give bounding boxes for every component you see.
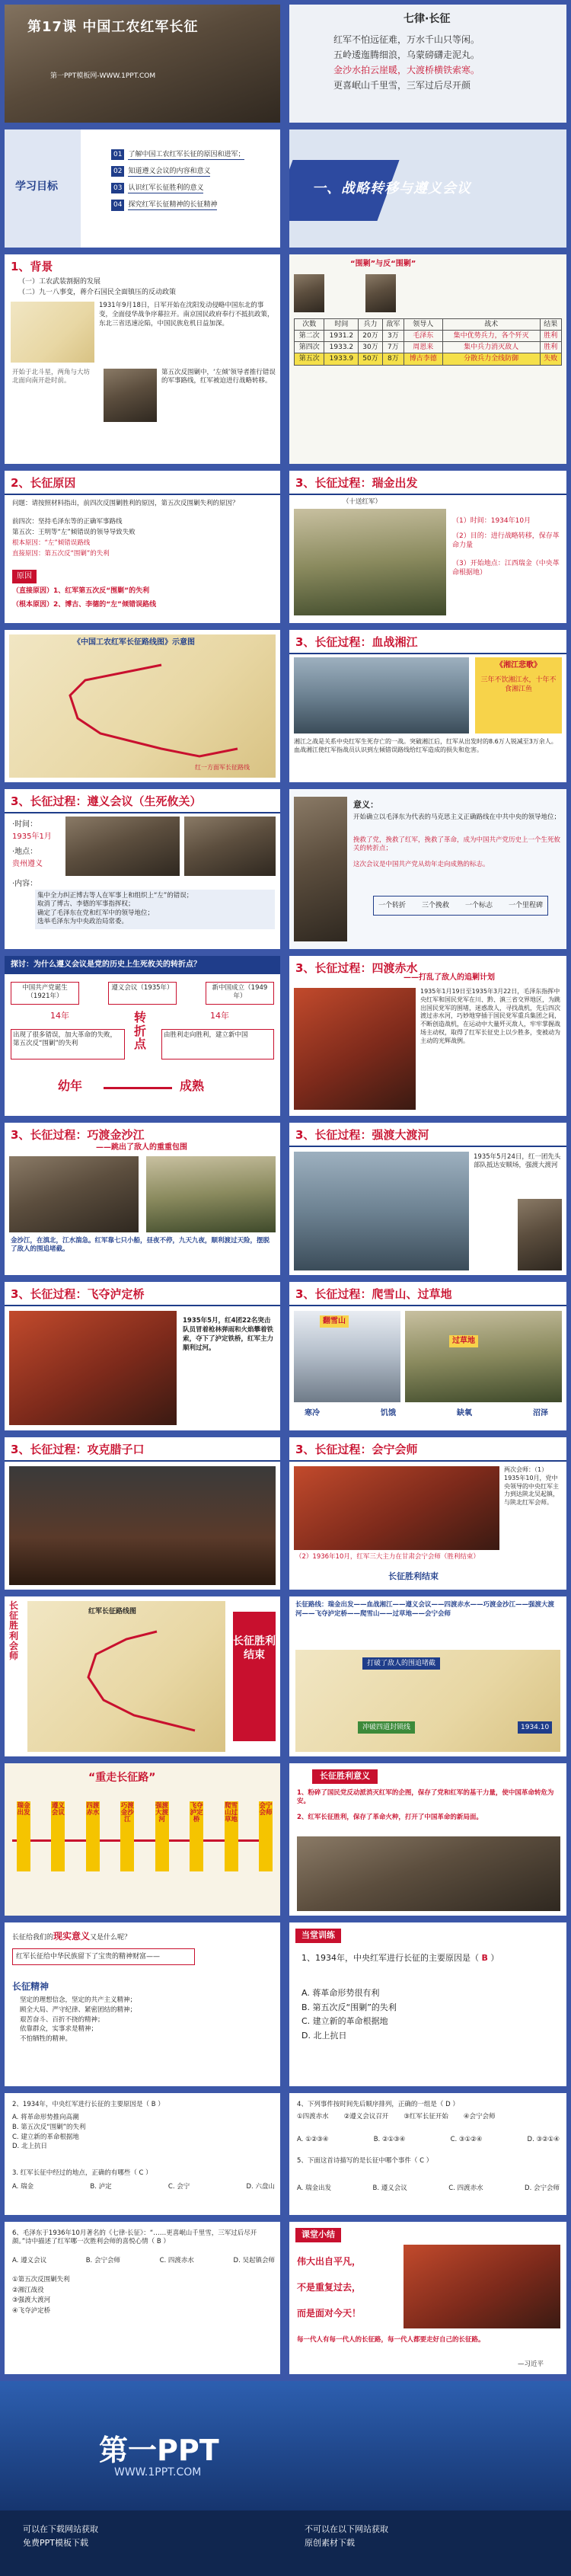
spirit-item: 依靠群众，实事求是精神； bbox=[20, 2025, 98, 2034]
retrace-title: “重走长征路” bbox=[88, 1772, 156, 1784]
reason-tag: 原因 bbox=[12, 570, 37, 583]
option: A. 蒋革命形势很有利 bbox=[301, 1988, 380, 1998]
spirit-item: 艰苦奋斗、百折不挠的精神； bbox=[20, 2015, 104, 2024]
event-item: ③红军长征开始 bbox=[404, 2113, 448, 2121]
option: C. 建立新的革命根据地 bbox=[301, 2016, 388, 2027]
table-cell: 集中兵力消灭敌人 bbox=[442, 342, 540, 353]
slide-questions-3 bbox=[5, 2222, 280, 2374]
slide-questions-2 bbox=[289, 2093, 566, 2215]
footer-logo: 第一PPT bbox=[99, 2434, 219, 2467]
slide-dadu bbox=[289, 1123, 566, 1275]
table-cell: 第四次 bbox=[295, 342, 324, 353]
slide-title bbox=[5, 5, 280, 123]
slide-lazikou bbox=[5, 1437, 280, 1590]
hardship-chip: 饥饿 bbox=[381, 1409, 396, 1417]
event-item: ③强渡大渡河 bbox=[12, 2296, 51, 2305]
option: C. 四渡赤水 bbox=[159, 2257, 194, 2264]
obj-num-3: 03 bbox=[111, 183, 124, 193]
table-cell: 1933.2 bbox=[324, 342, 359, 353]
obj-text-4: 探究红军长征精神的长征精神 bbox=[128, 200, 217, 210]
route-stop: 爬雪山过草地 bbox=[225, 1801, 238, 1871]
slide-heading: 3、长征过程：会宁会师 bbox=[295, 1443, 418, 1456]
reason-root: （根本原因）2、博古、李德的“左”倾错误路线 bbox=[12, 601, 157, 609]
summary-quote: 每一代人有每一代人的长征路，每一代人都要走好自己的长征路。 bbox=[297, 2336, 485, 2344]
col-header: 结果 bbox=[540, 319, 561, 331]
option: A. ①②③④ bbox=[297, 2136, 329, 2143]
option: D. 吴起镇会师 bbox=[233, 2257, 275, 2264]
bg-line-1: （一）工农武装割据的发展 bbox=[18, 278, 101, 286]
route-stop: 遵义会议 bbox=[51, 1801, 65, 1871]
slide-route-summary bbox=[5, 1596, 280, 1756]
event-item: ②遵义会议召开 bbox=[343, 2113, 389, 2121]
option: A. 遵义会议 bbox=[12, 2257, 47, 2264]
obj-text-2: 知道遵义会议的内容和意义 bbox=[128, 167, 210, 177]
table-cell: 1931.2 bbox=[324, 331, 359, 342]
option: B. 会宁会师 bbox=[85, 2257, 120, 2264]
victory-meaning-1: 1、粉碎了国民党反动派消灭红军的企图，保存了党和红军的基干力量，使中国革命转危为安。 bbox=[297, 1789, 554, 1806]
spirit-label: 长征精神 bbox=[12, 1981, 49, 1992]
question-4: 4、下列事件按时间先后顺序排列，正确的一组是（ D ） bbox=[297, 2101, 459, 2108]
option: B. 遵义会议 bbox=[372, 2184, 407, 2192]
slide-heading: 1、背景 bbox=[11, 260, 53, 273]
slide-heading: 3、长征过程：瑞金出发 bbox=[295, 476, 418, 490]
poem-line-2: 五岭逶迤腾细浪，乌蒙磅礴走泥丸。 bbox=[333, 50, 480, 60]
route-stop: 飞夺泸定桥 bbox=[190, 1801, 203, 1871]
photo-caption: （十送红军） bbox=[343, 498, 382, 506]
slide-heading: 3、长征过程：遵义会议（生死攸关） bbox=[11, 794, 202, 808]
meaning-1: 开始确立以毛泽东为代表的马克思主义正确路线在中共中央的领导地位； bbox=[353, 813, 561, 821]
spirit-item: 顾全大局、严守纪律、紧密团结的精神； bbox=[20, 2006, 137, 2014]
meaning-title: 长征胜利意义 bbox=[312, 1769, 378, 1784]
obj-text-1: 了解中国工农红军长征的原因和进军； bbox=[128, 150, 244, 160]
option: A. 瑞金出发 bbox=[297, 2184, 332, 2192]
option: B. 第五次反“围剿”的失利 bbox=[301, 2002, 397, 2012]
huining-caption: （2）1936年10月，红军三大主力在甘肃会宁会师（胜利结束） bbox=[295, 1553, 480, 1561]
option: B. 第五次反“围剿”的失利 bbox=[12, 2123, 86, 2131]
campaign-table bbox=[294, 318, 562, 366]
grass-label: 过草地 bbox=[449, 1335, 478, 1347]
poem-line-1: 红军不怕远征难，万水千山只等闲。 bbox=[333, 34, 480, 45]
col-header: 战术 bbox=[442, 319, 540, 331]
slide-luding bbox=[5, 1282, 280, 1430]
footer-banner bbox=[0, 2381, 571, 2576]
col-header: 兵力 bbox=[359, 319, 382, 331]
slide-huining bbox=[289, 1437, 566, 1590]
content-item: 选举毛泽东为中央政治局常委。 bbox=[37, 918, 129, 926]
xiang-text: 湘江之战是关系中央红军生死存亡的一战。突破湘江后，红军从出发时的8.6万人锐减至3万余人。血战湘江使红军指战员认识到左倾错误路线给红军造成的损失和危害。 bbox=[294, 738, 557, 753]
route-stop: 瑞金出发 bbox=[17, 1801, 30, 1871]
chishui-text: 1935年1月19日至1935年3月22日，毛泽东指挥中央红军和国民党军在川、黔、滇三省交界地区，为跳出国民党军的围堵，迷惑敌人，寻找战机，先后四次渡过赤水河，巧妙地穿插于国民党军重兵集团之间，不断创造战机，在运动中大量歼灭敌人，牢牢掌握战场主动权，取得了红军长征史上以少胜多，变被动为主动的光辉战例。 bbox=[420, 988, 560, 1044]
spirit-item: 坚定的理想信念，坚定的共产主义精神； bbox=[20, 1996, 137, 2004]
slide-zunyi-meaning bbox=[289, 789, 566, 949]
route-stop: 强渡大渡河 bbox=[155, 1801, 169, 1871]
bg-body: 1931年9月18日，日军开始在沈阳发动侵略中国东北的事变，全面侵华战争序幕拉开。南京国民政府奉行不抵抗政策，东北三省迅速沦陷，中国民族危机日益加深。 bbox=[99, 302, 274, 328]
footer-d: 原创素材下载 bbox=[305, 2538, 355, 2548]
summary-photo bbox=[404, 2245, 560, 2328]
jinsha-photo bbox=[146, 1156, 276, 1232]
lesson-title: 第17课 中国工农红军长征 bbox=[27, 19, 199, 35]
jinsha-caption: 金沙江，在滇北，江水湍急。红军靠七只小船，昼夜不停，九天九夜，顺利渡过天险，摆脱了敌人的围追堵截。 bbox=[11, 1237, 270, 1254]
event-item: ④飞夺泸定桥 bbox=[12, 2306, 51, 2315]
dadu-caption: 1935年5月24日，红一团先头部队抵达安顺场，强渡大渡河 bbox=[474, 1153, 561, 1170]
grassland-painting bbox=[405, 1311, 562, 1402]
meaning-chip: 一个标志 bbox=[464, 902, 493, 909]
snow-label: 翻雪山 bbox=[320, 1315, 349, 1328]
poster-title: 《湘江悲歌》 bbox=[496, 661, 541, 670]
slide-campaign-table bbox=[289, 254, 566, 464]
luding-text: 1935年5月，红4团22名突击队员冒着枪林弹雨和火焰攀着铁索，夺下了泸定铁桥，红军主力顺利过河。 bbox=[183, 1317, 274, 1352]
obj-num-2: 02 bbox=[111, 166, 124, 177]
mature-label: 成熟 bbox=[180, 1079, 205, 1093]
lazikou-painting bbox=[9, 1466, 276, 1585]
portrait-left bbox=[294, 274, 324, 312]
meaning-3: 这次会议是中国共产党从幼年走向成熟的标志。 bbox=[353, 861, 490, 868]
slide-heading: 2、长征原因 bbox=[11, 476, 76, 490]
slide-zunyi bbox=[5, 789, 280, 949]
summary-line-2: 不是重复过去， bbox=[297, 2282, 362, 2293]
spirit-question bbox=[12, 1930, 131, 1942]
slide-heading: 3、长征过程：攻克腊子口 bbox=[11, 1443, 145, 1456]
route-stop: 四渡赤水 bbox=[86, 1801, 100, 1871]
slide-retrace bbox=[5, 1763, 280, 1916]
turning-point-label: 转折点 bbox=[134, 1010, 147, 1052]
spirit-item: 不怕牺牲的精神。 bbox=[20, 2035, 72, 2043]
reasons-line-2: 第五次：王明等“左”倾错误的领导导致失败 bbox=[12, 529, 136, 536]
route-stop: 会宁会师 bbox=[259, 1801, 273, 1871]
bg-side: 开始于北斗星，两角与大坊北面向南开赴时前。 bbox=[12, 369, 91, 385]
slide-heading: 3、长征过程：飞夺泸定桥 bbox=[11, 1287, 145, 1301]
col-header: 时间 bbox=[324, 319, 359, 331]
footer-a: 可以在下载网站获取 bbox=[23, 2524, 98, 2534]
table-cell: 3万 bbox=[382, 331, 404, 342]
span-years-1: 14年 bbox=[50, 1011, 69, 1021]
practice-title: 当堂训练 bbox=[295, 1929, 341, 1943]
section-title: 一、战略转移与遵义会议 bbox=[312, 181, 471, 197]
blockade-label: 冲破四道封锁线 bbox=[358, 1721, 415, 1734]
slide-heading: 3、长征过程：四渡赤水 bbox=[295, 961, 418, 975]
vertical-title: 长征胜利会师 bbox=[9, 1600, 19, 1661]
meaning-label: 意义： bbox=[353, 800, 378, 810]
footer-c: 不可以在以下网站获取 bbox=[305, 2524, 388, 2534]
end-banner: 长征胜利结束 bbox=[233, 1612, 276, 1741]
reasons-line-1: 前四次：坚持毛泽东等的正确军事路线 bbox=[12, 518, 123, 526]
map-title: 《中国工农红军长征路线图》示意图 bbox=[73, 638, 195, 647]
col-header: 次数 bbox=[295, 319, 324, 331]
slide-heading: 3、长征过程：强渡大渡河 bbox=[295, 1128, 429, 1142]
mao-portrait bbox=[294, 797, 347, 941]
departure-time: （1）时间：1934年10月 bbox=[452, 517, 531, 525]
route-stop: 巧渡金沙江 bbox=[120, 1801, 134, 1871]
event-zunyi: 遵义会议（1935年） bbox=[108, 982, 177, 1005]
table-cell: 第二次 bbox=[295, 331, 324, 342]
departure-place: （3）开始地点：江西瑞金（中央革命根据地） bbox=[452, 560, 560, 577]
option: D. ③②①④ bbox=[527, 2136, 560, 2143]
option: D. 北上抗日 bbox=[301, 2031, 347, 2041]
event-item: ①四渡赤水 bbox=[297, 2113, 329, 2121]
departure-painting bbox=[294, 509, 446, 615]
time-value: 1935年1月 bbox=[12, 833, 52, 841]
col-header: 领导人 bbox=[404, 319, 443, 331]
slide-victory-meaning bbox=[289, 1763, 566, 1916]
option: A. 瑞金 bbox=[12, 2183, 34, 2191]
slide-practice bbox=[289, 1922, 566, 2086]
early-summary: 出现了很多错误，加大革命的失败，第五次反“围剿”的失利 bbox=[11, 1029, 125, 1059]
question-text: 1、1934年，中央红军进行长征的主要原因是（ bbox=[301, 1953, 479, 1963]
reasons-line-4: 直接原因：第五次反“围剿”的失利 bbox=[12, 550, 110, 558]
reason-direct: （直接原因）1、红军第五次反“围剿”的失利 bbox=[12, 587, 150, 595]
victory-photo bbox=[297, 1836, 560, 1911]
event-prc-founded: 新中国成立（1949年） bbox=[206, 982, 274, 1005]
slide-heading: 3、长征过程：巧渡金沙江 bbox=[11, 1128, 145, 1142]
slide-jinsha bbox=[5, 1123, 280, 1275]
objectives-title: 学习目标 bbox=[15, 181, 58, 193]
table-cell: 博古李德 bbox=[404, 353, 443, 365]
slide-departure bbox=[289, 471, 566, 623]
hardship-chip: 寒冷 bbox=[305, 1409, 320, 1417]
table-cell: 胜利 bbox=[540, 342, 561, 353]
obj-num-4: 04 bbox=[111, 200, 124, 210]
content-item: 取消了博古、李德的军事指挥权； bbox=[37, 900, 135, 909]
question-5: 5、下面这首诗描写的是长征中哪个事件（ C ） bbox=[297, 2157, 433, 2165]
slide-section-1 bbox=[289, 129, 566, 248]
slide-heading: 3、长征过程：爬雪山、过草地 bbox=[295, 1287, 452, 1301]
leader-photo bbox=[104, 369, 157, 422]
slide-turning-point bbox=[5, 956, 280, 1116]
practice-question: 1、1934年，中央红军进行长征的主要原因是（ B ） bbox=[301, 1953, 499, 1963]
bg-note: 第五次反围剿中，‘左倾’领导者推行错误的军事路线，红军被迫进行战略转移。 bbox=[161, 369, 276, 385]
table-cell: 毛泽东 bbox=[404, 331, 443, 342]
table-cell: 7万 bbox=[382, 342, 404, 353]
question-2: 2、1934年，中央红军进行长征的主要原因是（ B ） bbox=[12, 2101, 164, 2108]
route-text: 长征路线：瑞金出发——血战湘江——遵义会议——四渡赤水——巧渡金沙江——强渡大渡河——飞夺泸定桥——爬雪山——过草地——会宁会师 bbox=[295, 1601, 555, 1618]
map-title: 红军长征路线图 bbox=[88, 1608, 137, 1616]
reasons-question: 问题：请按照材料指出，前四次反围剿胜利的原因，第五次反围剿失利的原因？ bbox=[12, 500, 239, 507]
footer-b: 免费PPT模板下载 bbox=[23, 2538, 88, 2548]
slide-spirit bbox=[5, 1922, 280, 2086]
portrait-right bbox=[365, 274, 396, 312]
date-label: 1934.10 bbox=[518, 1721, 552, 1734]
summary-title: 课堂小结 bbox=[295, 2228, 341, 2242]
china-map bbox=[11, 302, 94, 363]
option: D. 北上抗日 bbox=[12, 2143, 47, 2151]
site-url: 第一PPT模板网-WWW.1PPT.COM bbox=[50, 72, 156, 80]
table-cell: 周恩来 bbox=[404, 342, 443, 353]
slide-chishui bbox=[289, 956, 566, 1116]
huining-painting bbox=[294, 1466, 499, 1550]
place-label: ·地点： bbox=[12, 848, 38, 856]
option: C. 四渡赤水 bbox=[448, 2184, 483, 2192]
table-cell: 分散兵力全线防御 bbox=[442, 353, 540, 365]
chishui-painting bbox=[294, 988, 416, 1110]
meaning-chip: 一个转折 bbox=[378, 902, 407, 909]
span-years-2: 14年 bbox=[210, 1011, 229, 1021]
jinsha-painting bbox=[9, 1156, 139, 1232]
content-item: 确定了毛泽东在党和红军中的领导地位； bbox=[37, 909, 155, 917]
dadu-painting bbox=[294, 1152, 469, 1270]
poster bbox=[475, 657, 562, 733]
option: C. 建立新的革命根据地 bbox=[12, 2133, 79, 2141]
slide-route-list bbox=[289, 1596, 566, 1756]
option: C. ③①②④ bbox=[450, 2136, 483, 2143]
slide-questions-1 bbox=[5, 2093, 280, 2215]
summary-line-1: 伟大出自平凡， bbox=[297, 2256, 362, 2267]
option: A. 将革命形势推向高潮 bbox=[12, 2114, 79, 2121]
spirit-tail: 又是什么呢？ bbox=[90, 1934, 132, 1942]
table-cell: 8万 bbox=[382, 353, 404, 365]
table-cell: 1933.9 bbox=[324, 353, 359, 365]
hardship-chip: 缺氧 bbox=[457, 1409, 472, 1417]
slide-snow-grass bbox=[289, 1282, 566, 1430]
meeting-site-photo bbox=[184, 817, 276, 876]
table-cell: 集中优势兵力，各个歼灭 bbox=[442, 331, 540, 342]
departure-purpose: （2）目的：进行战略转移，保存革命力量 bbox=[452, 532, 560, 550]
option: D. 会宁会师 bbox=[525, 2184, 560, 2192]
slide-summary bbox=[289, 2222, 566, 2374]
content-label: ·内容： bbox=[12, 880, 38, 888]
reasons-line-3: 根本原因：“左”倾错误路线 bbox=[12, 539, 91, 547]
discussion-question: 探讨：为什么遵义会议是党的历史上生死攸关的转折点？ bbox=[11, 960, 201, 969]
luding-painting bbox=[9, 1311, 177, 1425]
meaning-chip: 三个挽救 bbox=[421, 902, 449, 909]
youth-label: 幼年 bbox=[58, 1079, 83, 1093]
question-6: 6、毛泽东于1936年10月著名的《七律·长征》：“……更喜岷山千里雪，三军过后尽开颜。”诗中描述了红军哪一次胜利会师的喜悦心情（ B ） bbox=[12, 2229, 257, 2246]
meaning-chip: 一个里程碑 bbox=[508, 902, 543, 909]
table-cell: 20万 bbox=[359, 331, 382, 342]
quote-author: —习近平 bbox=[518, 2360, 544, 2368]
slide-poem bbox=[289, 5, 566, 123]
breakthrough-label: 打破了敌人的围追堵截 bbox=[362, 1657, 440, 1670]
battle-painting bbox=[294, 657, 469, 733]
soldier-photo bbox=[518, 1199, 562, 1270]
poster-poem: 三年不饮湘江水，十年不食湘江鱼 bbox=[480, 676, 557, 693]
route-map bbox=[9, 634, 276, 778]
victory-meaning-2: 2、红军长征胜利，保存了革命火种，打开了中国革命的新局面。 bbox=[297, 1814, 483, 1821]
place-value: 贵州遵义 bbox=[12, 860, 43, 868]
table-cell: 50万 bbox=[359, 353, 382, 365]
option: C. 会宁 bbox=[167, 2183, 190, 2191]
table-cell: 失败 bbox=[540, 353, 561, 365]
later-summary: 由胜利走向胜利，建立新中国 bbox=[161, 1029, 274, 1059]
option: D. 六盘山 bbox=[246, 2183, 275, 2191]
route-line bbox=[9, 634, 276, 778]
summary-route bbox=[27, 1601, 225, 1752]
event-party-founded: 中国共产党诞生（1921年） bbox=[11, 982, 79, 1005]
slide-heading: 3、长征过程：血战湘江 bbox=[295, 635, 418, 649]
poem-line-4: 更喜岷山千里雪，三军过后尽开颜 bbox=[333, 80, 471, 91]
table-cell: 30万 bbox=[359, 342, 382, 353]
question-3: 3. 红军长征中经过的地点，正确的有哪些（ C ） bbox=[12, 2169, 152, 2177]
map-legend: 红一方面军长征路线 bbox=[195, 764, 250, 771]
table-cell: 胜利 bbox=[540, 331, 561, 342]
table-heading: “围剿”与反“围剿” bbox=[350, 260, 416, 268]
spirit-box: 红军长征给中华民族留下了宝贵的精神财富—— bbox=[12, 1948, 195, 1965]
time-label: ·时间： bbox=[12, 820, 38, 829]
obj-num-1: 01 bbox=[111, 149, 124, 160]
content-item: 集中全力纠正博古等人在军事上和组织上“左”的错误； bbox=[37, 892, 193, 900]
meaning-2: 挽救了党，挽救了红军，挽救了革命，成为中国共产党历史上一个生死攸关的转折点； bbox=[353, 836, 561, 853]
hardship-chip: 沼泽 bbox=[533, 1409, 548, 1417]
spirit-highlight: 现实意义 bbox=[53, 1931, 91, 1942]
summary-line-3: 而是面对今天！ bbox=[297, 2308, 362, 2319]
answer: B bbox=[481, 1953, 488, 1963]
option: B. ②①③④ bbox=[373, 2136, 406, 2143]
slide-xiang-river bbox=[289, 630, 566, 782]
col-header: 敌军 bbox=[382, 319, 404, 331]
option: B. 泸定 bbox=[90, 2183, 112, 2191]
slide-objectives bbox=[5, 129, 280, 248]
summary-map bbox=[27, 1601, 225, 1752]
obj-text-3: 认识红军长征胜利的意义 bbox=[128, 184, 203, 193]
footer-url: WWW.1PPT.COM bbox=[114, 2466, 202, 2479]
huining-side: 两次会师：（1）1935年10月，党中央领导的中央红军主力到达陕北吴起镇，与陕北红军会师。 bbox=[504, 1466, 559, 1507]
poem-title: 七律·长征 bbox=[404, 13, 451, 25]
slide-route-map bbox=[5, 630, 280, 782]
meeting-painting bbox=[65, 817, 180, 876]
event-item: ④会宁会师 bbox=[463, 2113, 496, 2121]
slide-subheading: ——跳出了敌人的重重包围 bbox=[96, 1143, 187, 1152]
spirit-lead: 长征给我们的 bbox=[12, 1934, 54, 1942]
slide-reasons bbox=[5, 471, 280, 623]
end-label: 长征胜利结束 bbox=[388, 1571, 439, 1581]
bg-line-2: （二）九一八事变，蒋介石国民全面镇压的反动政策 bbox=[18, 289, 177, 296]
slide-subheading: ——打乱了敌人的追剿计划 bbox=[404, 973, 495, 982]
event-item: ②湘江战役 bbox=[12, 2286, 44, 2294]
table-cell: 第五次 bbox=[295, 353, 324, 365]
poem-line-3: 金沙水拍云崖暖，大渡桥横铁索寒。 bbox=[333, 65, 480, 75]
slide-background bbox=[5, 254, 280, 464]
event-item: ①第五次反围剿失利 bbox=[12, 2276, 70, 2284]
